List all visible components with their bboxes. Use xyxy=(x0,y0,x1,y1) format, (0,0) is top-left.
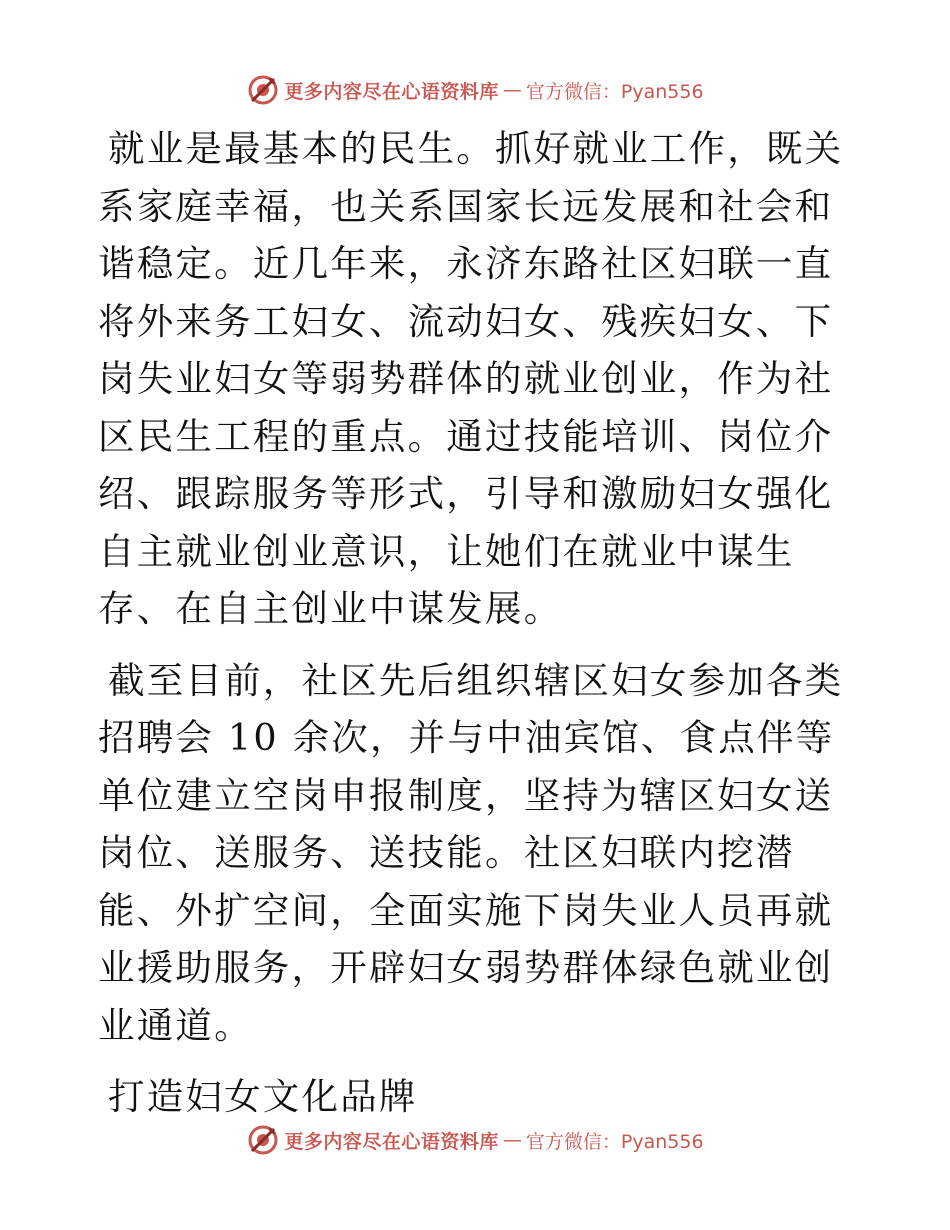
watermark-sub-text: 官方微信：Pyan556 xyxy=(525,80,704,103)
watermark-footer xyxy=(0,1120,950,1160)
watermark-main-text: 更多内容尽在心语资料库 xyxy=(284,80,499,103)
watermark-header xyxy=(0,70,950,110)
watermark-sub-text: 官方微信：Pyan556 xyxy=(525,1130,704,1153)
document-body xyxy=(98,120,858,1126)
watermark-dash: — xyxy=(502,79,522,101)
watermark-main-text: 更多内容尽在心语资料库 xyxy=(284,1130,499,1153)
logo-icon xyxy=(246,73,280,107)
logo-icon xyxy=(246,1123,280,1157)
watermark-group xyxy=(246,1123,703,1157)
paragraph-employment: 就业是最基本的民生。抓好就业工作，既关系家庭幸福，也关系国家长远发展和社会和谐稳定。近几年来，永济东路社区妇联一直将外来务工妇女、流动妇女、残疾妇女、下岗失业妇女等弱势群体的就业创业，作为社区民生工程的重点。通过技能培训、岗位介绍、跟踪服务等形式，引导和激励妇女强化自主就业创业意识，让她们在就业中谋生存、在自主创业中谋发展。 xyxy=(98,127,844,630)
watermark-group xyxy=(246,73,703,107)
watermark-dash: — xyxy=(502,1129,522,1151)
paragraph-progress: 截至目前，社区先后组织辖区妇女参加各类招聘会 10 余次，并与中油宾馆、食点伴等单位建立空岗申报制度，坚持为辖区妇女送岗位、送服务、送技能。社区妇联内挖潜能、外扩空间，全面实施下岗失业人员再就业援助服务，开辟妇女弱势群体绿色就业创业通道。 xyxy=(98,658,844,1047)
section-heading: 打造妇女文化品牌 xyxy=(108,1075,418,1118)
